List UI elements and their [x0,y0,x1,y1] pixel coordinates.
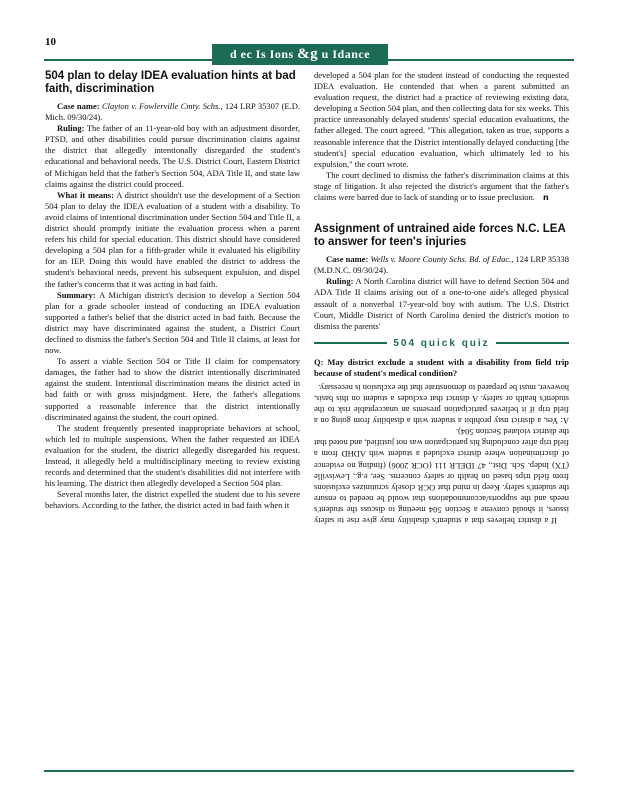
summary-label: Summary: [57,289,96,300]
quiz-answer-paragraph: If a district believes that a student's disability may give rise to safety issues, it should convene a Section 504 meeting to discuss the student's needs and the supports/accommodations that would be needed to ensure the student's safety. Keep in mind that OCR closely scrutinizes exclusions from field trips based on health or safety concerns. See, e.g., Lewisville (TX) Indep. Sch. Dist., 47 IDELR 111 (OCR 2006) (finding no evidence of discrimination where district excluded a student with ADHD from a field trip after concluding his participation was not justified, and noted that the district violated Section 504). [314,427,569,527]
article1-paragraph: The student frequently presented inappropriate behaviors at school, which led to multiple suspensions. When the father requested an IDEA evaluation for the student, the district allegedly disregarded his request. Instead, it allegedly held a multidisciplinary meeting to review existing records and determined that the student's disabilities did not interfere with his learning. The district then allegedly developed a Section 504 plan. [45,422,300,489]
ruling-text: A North Carolina district will have to defend Section 504 and ADA Title II claims arising out of a one-to-one aide's alleged physical assault of a nonverbal 17-year-old boy with autism. The U.S. District Court, Middle District of North Carolina denied the district's motion to dismiss the parents' [314,276,569,331]
case-citation: , 124 LRP 35338 (M.D.N.C. 09/30/24). [314,254,570,276]
case-name: Clayton v. Fowlerville Cmty. Schs. [102,101,221,111]
article2-case [314,254,569,276]
article1-headline: 504 plan to delay IDEA evaluation hints at bad faith, discrimination [45,70,296,95]
quiz-question: Q: May district exclude a student with a disability from field trip because of student's medical condition? [314,356,569,378]
article2-headline: Assignment of untrained aide forces N.C. LEA to answer for teen's injuries [314,223,566,249]
means-label: What it means: [57,189,114,200]
ruling-label: Ruling: [57,123,85,134]
article1-case [45,101,300,123]
article1-last-text: The court declined to dismiss the father's discrimination claims at this stage of litigation. It also rejected the district's argument that the father's claims were barred due to lack of standing or to issue preclusion. [314,169,569,203]
right-column [314,70,569,526]
page-number: 10 [45,36,56,48]
article1-means [45,190,300,290]
article1-ruling [45,123,300,190]
quiz-rule-left [314,342,387,344]
ruling-text: The father of an 11-year-old boy with an adjustment disorder, PTSD, and other disabilities could pursue discrimination claims against the district that allegedly intentionally disregarded the student's educational and behavioral needs. The U.S. District Court, Eastern District of Michigan held that the father's Section 504, ADA Title II, and state law claims against the district could proceed. [45,123,300,189]
banner-ampersand: &g [297,46,319,62]
case-label: Case name: [57,101,100,111]
article1-paragraph: Several months later, the district expelled the student due to his severe behaviors. According to the father, the district acted in bad faith when it [45,489,300,511]
quiz-answer-inverted [314,382,569,526]
left-column [45,70,300,511]
article1-continued [314,170,569,203]
quiz-title: 504 quick quiz [393,337,490,349]
footer-rule [44,770,574,772]
end-mark: n [542,193,549,203]
case-name: Wells v. Moore County Schs. Bd. of Educ. [370,254,512,265]
quiz-title-bar [314,338,569,349]
case-citation: , 124 LRP 35307 (E.D. Mich. 09/30/24). [45,101,300,123]
article1-continued: developed a 504 plan for the student instead of conducting the requested IDEA evaluation. He contended that when a parent submitted an evaluation request, the district had a practice of reviewing existing data, developing a Section 504 plan, and then collecting data for six weeks. This practice unreasonably delayed students' special education evaluations, the father alleged. The court agreed. "This allegation, taken as true, supports a reasonable inference that the District intentionally delayed conducting [the student's] special education evaluation, which ultimately led to his expulsion," the court wrote. [314,70,569,169]
section-banner [212,44,388,65]
article1-summary [45,290,300,357]
case-label: Case name: [326,254,369,265]
ruling-label: Ruling: [326,276,354,287]
quiz-rule-right [496,342,569,344]
quiz-answer-paragraph: A: Yes, a district may prohibit a student with a disability from going on a field trip if it believes participation presents an unacceptable risk to the student's health or safety. A district that excludes a student on this basis, however, must be prepared to demonstrate that the exclusion is necessary. [314,383,569,427]
article1-paragraph: To assert a viable Section 504 or Title II claim for compensatory damages, the father had to show the district intentionally discriminated against the student. Intentional discrimination means the district acted in bad faith or with gross misjudgment. Here, the father's allegations supported a reasonable inference that the district intentionally discriminated against the student, the court opined. [45,356,300,422]
summary-text: A Michigan district's decision to develop a Section 504 plan for a grade schooler instead of conducting an IDEA evaluation supported a father's belief that the district acted in bad faith. Because the district may have discriminated against the student, a District Court declined to dismiss the father's Section 504 and Title II claims, at least for now. [45,289,300,356]
banner-text-part1: d ec Is Ions [229,47,294,61]
means-text: A district shouldn't use the development of a Section 504 plan to delay the IDEA evaluation of a student with a disability. To avoid claims of intentional discrimination under Section 504 and Title II, a district should promptly initiate the evaluation process when a parent refers his child for special education. This district should have considered developing a 504 plan for a fifth-grader while it evaluated his eligibility for an IEP. Doing this would have enabled the district to address the student's behavioral needs, prevent his subsequent expulsion, and dispel the father's concerns that it was acting in bad faith. [45,189,301,289]
article2-ruling [314,276,569,331]
banner-text-part2: u Idance [321,47,371,61]
